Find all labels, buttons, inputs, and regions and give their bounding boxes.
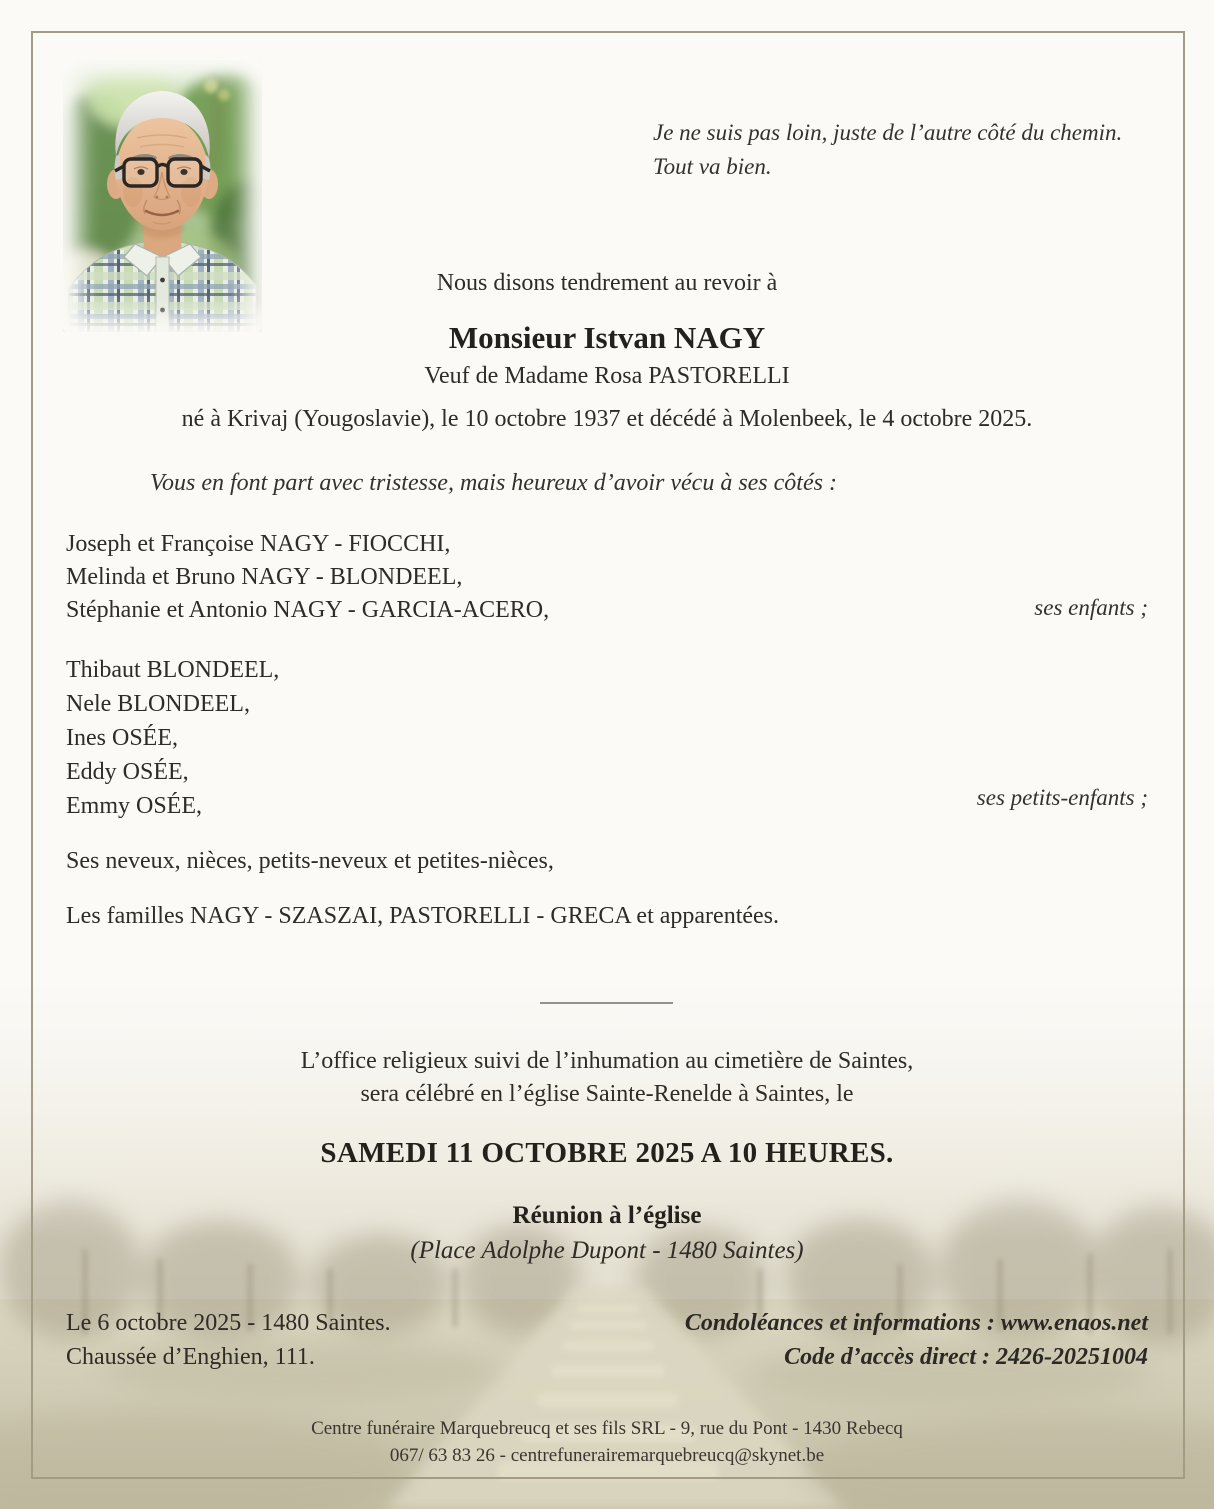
deceased-subtitle: Veuf de Madame Rosa PASTORELLI (424, 363, 790, 389)
issued-block (66, 1306, 391, 1374)
quote-line-1: Je ne suis pas loin, juste de l’autre côté du chemin. (653, 120, 1123, 145)
condolences-website-line: Condoléances et informations : www.enaos.net (684, 1310, 1148, 1336)
grandchild-name: Eddy OSÉE, (66, 759, 189, 785)
children-relation-label: ses enfants ; (1034, 595, 1148, 620)
section-divider (540, 1002, 673, 1004)
children-list (66, 528, 549, 627)
ceremony-description (0, 1045, 1214, 1111)
grandchild-name: Emmy OSÉE, (66, 793, 202, 819)
deceased-life-dates: né à Krivaj (Yougoslavie), le 10 octobre 1937 et décédé à Molenbeek, le 4 octobre 2025. (181, 406, 1033, 432)
grandchild-name: Nele BLONDEEL, (66, 691, 250, 717)
condolences-block (685, 1306, 1148, 1374)
child-name: Stéphanie et Antonio NAGY - GARCIA-ACERO, (66, 597, 550, 623)
quote-line-2: Tout va bien. (653, 154, 772, 179)
child-name: Joseph et Françoise NAGY - FIOCCHI, (66, 531, 451, 557)
child-name: Melinda et Bruno NAGY - BLONDEEL, (66, 564, 463, 590)
funeral-home-address: Centre funéraire Marquebreucq et ses fils SRL - 9, rue du Pont - 1430 Rebecq (311, 1418, 903, 1439)
nephews-line: Ses neveux, nièces, petits-neveux et petites-nièces, (66, 848, 554, 874)
meeting-place: (Place Adolphe Dupont - 1480 Saintes) (410, 1237, 804, 1264)
meeting-line: Réunion à l’église (512, 1202, 702, 1229)
funeral-home-contact: 067/ 63 83 26 - centrefunerairemarquebreucq@skynet.be (389, 1445, 825, 1466)
grandchildren-relation-label: ses petits-enfants ; (976, 785, 1148, 810)
funeral-home-footer (0, 1415, 1214, 1469)
ceremony-line-1: L’office religieux suivi de l’inhumation au cimetière de Saintes, (300, 1048, 914, 1074)
deceased-name: Monsieur Istvan NAGY (448, 320, 766, 355)
intro-line: Nous disons tendrement au revoir à (436, 270, 778, 296)
grandchild-name: Ines OSÉE, (66, 725, 178, 751)
ceremony-line-2: sera célébré en l’église Sainte-Renelde à Saintes, le (360, 1081, 854, 1107)
grandchild-name: Thibaut BLONDEEL, (66, 657, 280, 683)
opening-quote (653, 116, 1122, 184)
ceremony-datetime: SAMEDI 11 OCTOBRE 2025 A 10 HEURES. (320, 1137, 894, 1169)
announcement-sentence: Vous en font part avec tristesse, mais heureux d’avoir vécu à ses côtés : (150, 470, 837, 496)
grandchildren-list (66, 653, 279, 823)
condolences-access-code: Code d’accès direct : 2426-20251004 (784, 1344, 1148, 1370)
families-line: Les familles NAGY - SZASZAI, PASTORELLI - GRECA et apparentées. (66, 903, 780, 929)
issued-date-city: Le 6 octobre 2025 - 1480 Saintes. (66, 1310, 391, 1336)
issued-address: Chaussée d’Enghien, 111. (66, 1344, 315, 1370)
